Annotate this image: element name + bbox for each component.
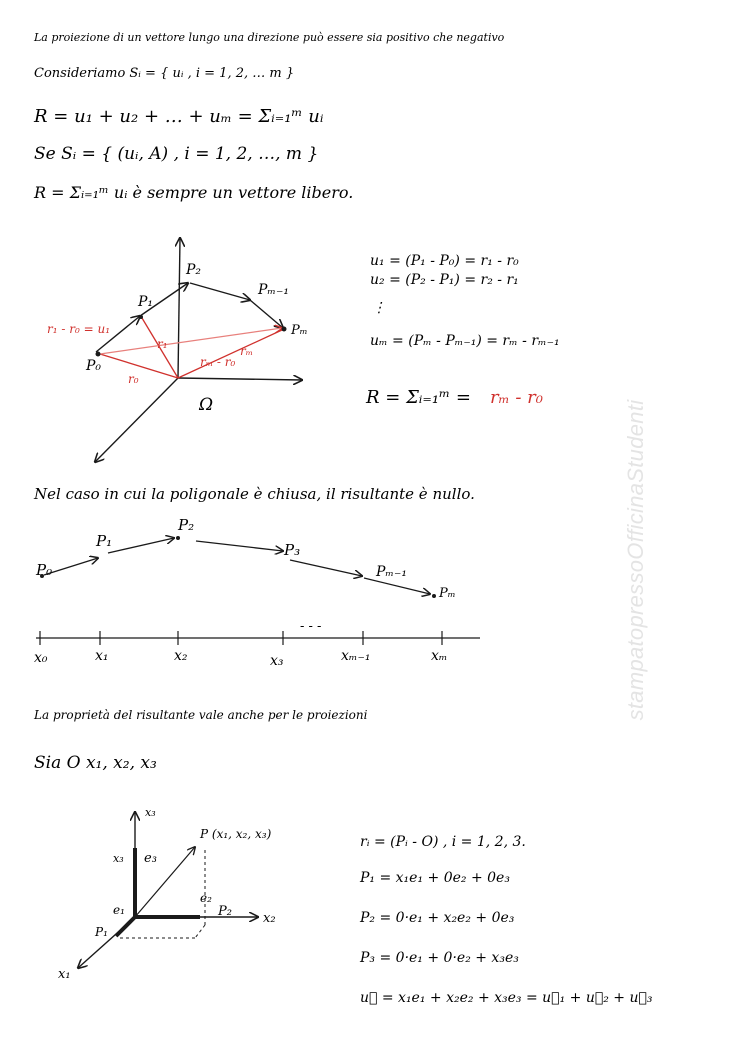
point-pm bbox=[432, 594, 436, 598]
axis-y bbox=[95, 378, 178, 462]
label-omega: Ω bbox=[199, 395, 214, 415]
tick-label-xm: xₘ bbox=[431, 648, 448, 664]
fig3-eq-3: P₂ = 0·e₁ + x₂e₂ + 0e₃ bbox=[360, 910, 515, 926]
label-p2: P₂ bbox=[186, 262, 202, 278]
tick-label-x0: x₀ bbox=[34, 650, 48, 666]
label-pm-1: Pₘ₋₁ bbox=[258, 282, 290, 298]
vector-u3 bbox=[190, 283, 250, 300]
cartesian-frame-figure bbox=[58, 806, 276, 982]
label-p0: P₀ bbox=[36, 561, 53, 579]
label-rm: rₘ bbox=[240, 344, 254, 358]
label-p1: P₁ bbox=[95, 925, 108, 939]
fig1-result: R = Σᵢ₌₁ᵐ = bbox=[366, 387, 471, 408]
vector-polygon-figure bbox=[47, 238, 308, 462]
label-pm-1: Pₘ₋₁ bbox=[376, 564, 408, 580]
axis-z bbox=[178, 238, 180, 378]
note-line-4: Se Sᵢ = { (uᵢ, A) , i = 1, 2, …, m } bbox=[34, 144, 319, 164]
projection-box-1 bbox=[195, 925, 205, 938]
label-r1: r₁ bbox=[157, 337, 168, 351]
fig3-eq-2: P₁ = x₁e₁ + 0e₂ + 0e₃ bbox=[360, 870, 510, 886]
note-line-5: R = Σᵢ₌₁ᵐ uᵢ è sempre un vettore libero. bbox=[34, 183, 354, 202]
projection-figure bbox=[34, 516, 480, 669]
chain-pm1-pm bbox=[364, 578, 430, 594]
note-line-8: Sia O x₁, x₂, x₃ bbox=[34, 753, 157, 773]
vector-rm-minus-r0 bbox=[100, 328, 282, 354]
tick-label-x1: x₁ bbox=[95, 648, 109, 664]
label-p2: P₂ bbox=[178, 516, 195, 534]
fig3-eq-4: P₃ = 0·e₁ + 0·e₂ + x₃e₃ bbox=[360, 950, 519, 966]
vector-rm bbox=[178, 330, 282, 378]
label-pm: Pₘ bbox=[439, 586, 456, 601]
point-pm bbox=[282, 327, 287, 332]
axis-x bbox=[178, 378, 302, 380]
tick-label-xm-1: xₘ₋₁ bbox=[341, 648, 371, 664]
label-p3: P₃ bbox=[284, 541, 301, 559]
chain-p1-p2 bbox=[108, 538, 174, 553]
fig1-result-rhs: rₘ - r₀ bbox=[490, 387, 543, 408]
vector-um bbox=[250, 300, 283, 328]
point-p0 bbox=[96, 352, 101, 357]
tick-label-x2: x₂ bbox=[174, 648, 188, 664]
note-line-6: Nel caso in cui la poligonale è chiusa, il risultante è nullo. bbox=[34, 485, 475, 503]
label-x2-axis: x₂ bbox=[263, 911, 276, 926]
point-p1 bbox=[139, 315, 143, 319]
label-p1: P₁ bbox=[138, 294, 154, 310]
unit-e1 bbox=[116, 917, 135, 936]
tick-label-x3: x₃ bbox=[270, 653, 284, 669]
ellipsis: - - - bbox=[300, 619, 322, 634]
label-e2: e₂ bbox=[200, 891, 212, 905]
label-x3-value: x₃ bbox=[113, 852, 124, 865]
fig3-eq-5: u⃗ = x₁e₁ + x₂e₂ + x₃e₃ = u⃗₁ + u⃗₂ + u⃗₃ bbox=[360, 990, 653, 1006]
note-line-2: Consideriamo Sᵢ = { uᵢ , i = 1, 2, … m } bbox=[34, 66, 295, 81]
label-x1-axis: x₁ bbox=[58, 967, 71, 982]
label-p2: P₂ bbox=[218, 904, 232, 919]
label-x3-axis: x₃ bbox=[145, 806, 156, 819]
fig1-eq-3: ⋮ bbox=[372, 300, 386, 316]
note-line-1: La proiezione di un vettore lungo una direzione può essere sia positivo che negativo bbox=[34, 31, 505, 44]
watermark: stampatopressoOfficinaStudenti bbox=[623, 399, 648, 721]
chain-p3-pm1 bbox=[290, 560, 362, 576]
point-p2 bbox=[176, 536, 180, 540]
label-p0: P₀ bbox=[86, 358, 102, 374]
label-r0: r₀ bbox=[128, 372, 139, 386]
note-line-3: R = u₁ + u₂ + … + uₘ = Σᵢ₌₁ᵐ uᵢ bbox=[34, 106, 324, 127]
label-rm-r0: rₘ - r₀ bbox=[200, 355, 236, 369]
fig1-eq-2: u₂ = (P₂ - P₁) = r₂ - r₁ bbox=[370, 272, 519, 288]
label-pm: Pₘ bbox=[291, 323, 308, 338]
chain-p2-p3 bbox=[196, 541, 283, 551]
label-r1-r0: r₁ - r₀ = u₁ bbox=[47, 322, 110, 336]
label-e1: e₁ bbox=[113, 903, 125, 917]
label-e3: e₃ bbox=[144, 851, 157, 866]
note-line-7: La proprietà del risultante vale anche per le proiezioni bbox=[34, 708, 368, 722]
label-p1: P₁ bbox=[96, 532, 113, 550]
label-point-p: P (x₁, x₂, x₃) bbox=[200, 827, 272, 841]
fig1-eq-4: uₘ = (Pₘ - Pₘ₋₁) = rₘ - rₘ₋₁ bbox=[370, 333, 560, 349]
fig3-eq-1: rᵢ = (Pᵢ - O) , i = 1, 2, 3. bbox=[360, 834, 526, 850]
fig1-eq-1: u₁ = (P₁ - P₀) = r₁ - r₀ bbox=[370, 253, 519, 269]
